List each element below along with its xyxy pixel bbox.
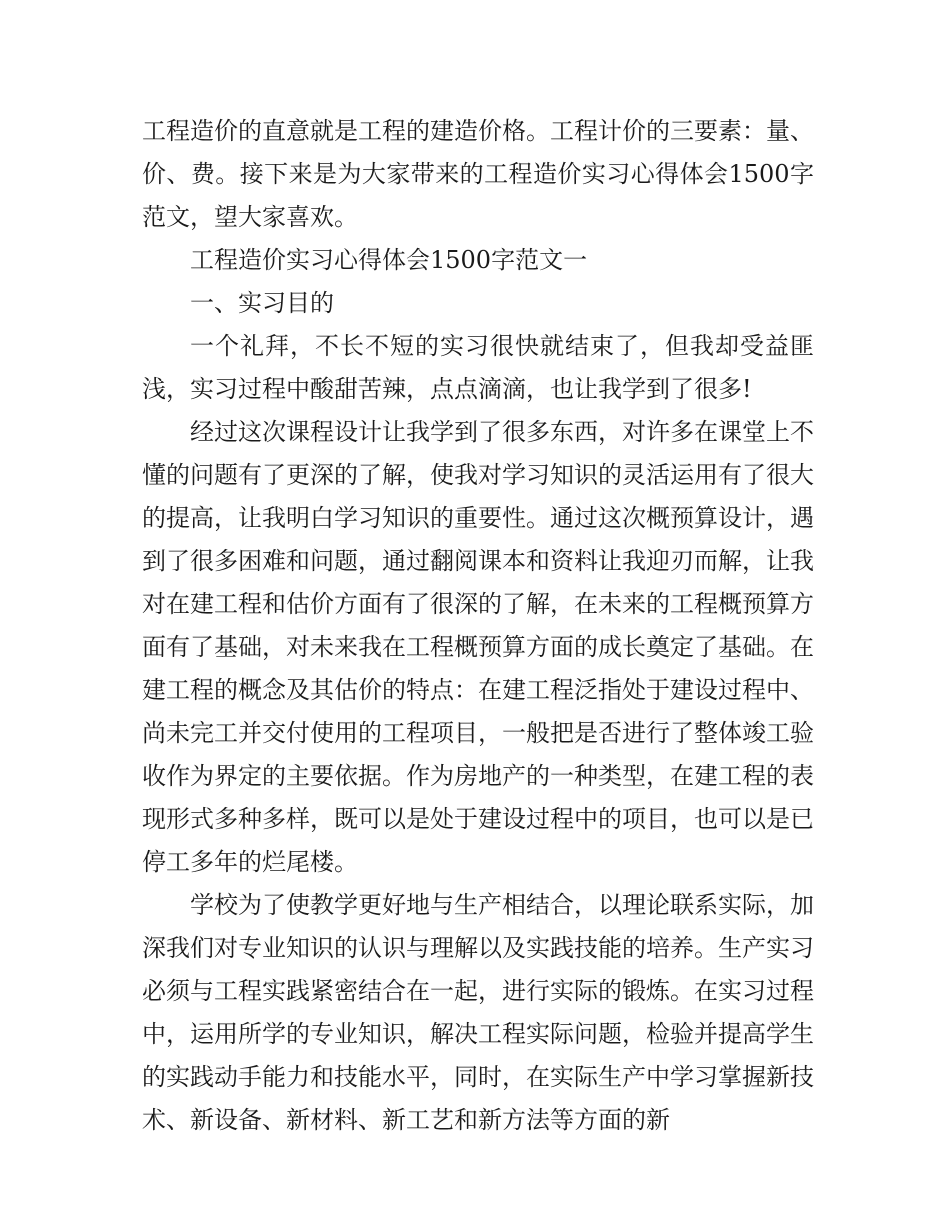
body-paragraph: 经过这次课程设计让我学到了很多东西，对许多在课堂上不懂的问题有了更深的了解，使我对学习知识的灵活运用有了很大的提高，让我明白学习知识的重要性。通过这次概预算设计，遇到了很多困难和问题，通过翻阅课本和资料让我迎刃而解，让我对在建工程和估价方面有了很深的了解，在未来的工程概预算方面有了基础，对未来我在工程概预算方面的成长奠定了基础。在建工程的概念及其估价的特点：在建工程泛指处于建设过程中、尚未完工并交付使用的工程项目，一般把是否进行了整体竣工验收作为界定的主要依据。作为房地产的一种类型，在建工程的表现形式多种多样，既可以是处于建设过程中的项目，也可以是已停工多年的烂尾楼。 [142,418,814,876]
intro-paragraph: 工程造价的直意就是工程的建造价格。工程计价的三要素：量、价、费。接下来是为大家带来的工程造价实习心得体会1500字范文，望大家喜欢。 [142,117,814,231]
body-paragraph: 学校为了使教学更好地与生产相结合，以理论联系实际，加深我们对专业知识的认识与理解以及实践技能的培养。生产实习必须与工程实践紧密结合在一起，进行实际的锻炼。在实习过程中，运用所学的专业知识，解决工程实际问题，检验并提高学生的实践动手能力和技能水平，同时，在实际生产中学习掌握新技术、新设备、新材料、新工艺和新方法等方面的新 [142,891,814,1134]
document-body [142,110,814,1142]
body-paragraph: 一个礼拜，不长不短的实习很快就结束了，但我却受益匪浅，实习过程中酸甜苦辣，点点滴滴，也让我学到了很多! [142,332,814,403]
section-heading: 一、实习目的 [190,289,334,317]
section-title: 工程造价实习心得体会1500字范文一 [190,246,588,274]
